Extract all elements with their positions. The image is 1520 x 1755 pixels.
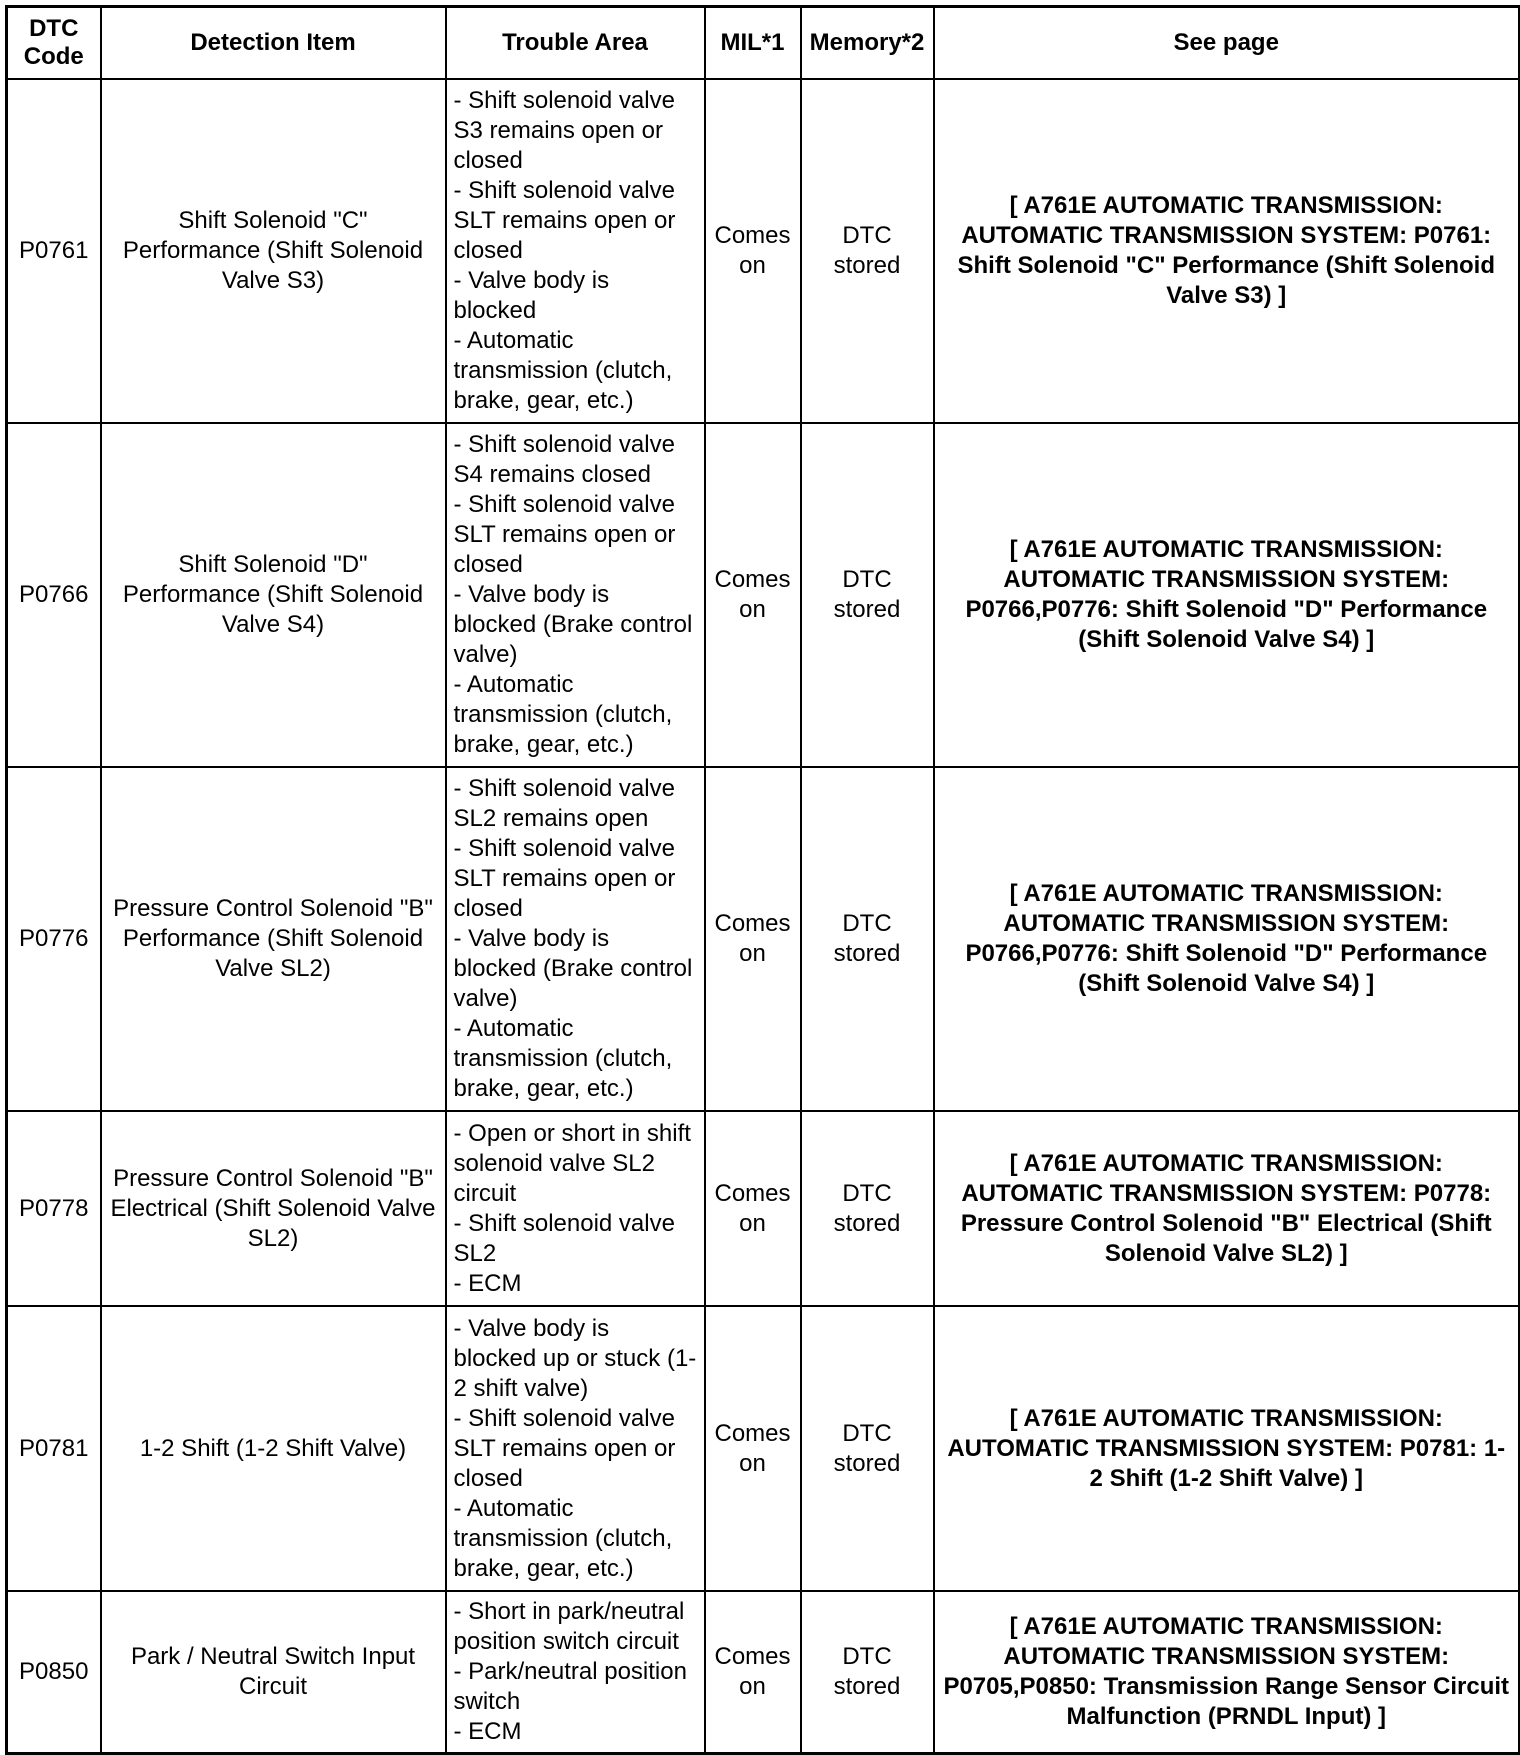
detection-item-cell: Park / Neutral Switch Input Circuit [101,1591,446,1754]
dtc-code-cell: P0781 [7,1306,101,1591]
dtc-code-cell: P0776 [7,767,101,1111]
trouble-area-line: - Automatic transmission (clutch, brake, gear, etc.) [453,1015,673,1102]
trouble-area-line: - Automatic transmission (clutch, brake, gear, etc.) [453,671,673,758]
memory-cell: DTC stored [801,79,934,423]
header-dtc-code: DTC Code [7,7,101,80]
detection-item-cell: Pressure Control Solenoid "B" Performance (Shift Solenoid Valve SL2) [101,767,446,1111]
mil-cell: Comes on [705,1111,801,1306]
trouble-area-cell [446,423,705,767]
mil-cell: Comes on [705,423,801,767]
trouble-area-cell [446,767,705,1111]
trouble-area-cell [446,1306,705,1591]
mil-cell: Comes on [705,79,801,423]
see-page-link[interactable]: [ A761E AUTOMATIC TRANSMISSION: AUTOMATIC TRANSMISSION SYSTEM: P0781: 1-2 Shift (1-2 Shift Valve) ] [934,1306,1520,1591]
see-page-link[interactable]: [ A761E AUTOMATIC TRANSMISSION: AUTOMATIC TRANSMISSION SYSTEM: P0778: Pressure Control Solenoid "B" Electrical (Shift Solenoid Valve SL2) ] [934,1111,1520,1306]
trouble-area-line: - Valve body is blocked [453,267,610,324]
table-row [7,1111,1520,1306]
trouble-area-line: - Automatic transmission (clutch, brake, gear, etc.) [453,327,673,414]
trouble-area-line: - Open or short in shift solenoid valve SL2 circuit [453,1119,691,1207]
detection-item-cell: Pressure Control Solenoid "B" Electrical (Shift Solenoid Valve SL2) [101,1111,446,1306]
trouble-area-cell [446,1111,705,1306]
trouble-area-line: - Valve body is blocked (Brake control valve) [453,925,693,1012]
trouble-area-line: - Valve body is blocked up or stuck (1-2 shift valve) [453,1314,697,1402]
trouble-area-line: - Short in park/neutral position switch circuit [453,1598,685,1655]
table-row [7,79,1520,423]
trouble-area-line: - Automatic transmission (clutch, brake, gear, etc.) [453,1494,673,1582]
mil-cell: Comes on [705,767,801,1111]
header-see-page: See page [934,7,1520,80]
see-page-link[interactable]: [ A761E AUTOMATIC TRANSMISSION: AUTOMATIC TRANSMISSION SYSTEM: P0766,P0776: Shift Solenoid "D" Performance (Shift Solenoid Valve S4) ] [934,767,1520,1111]
see-page-link[interactable]: [ A761E AUTOMATIC TRANSMISSION: AUTOMATIC TRANSMISSION SYSTEM: P0705,P0850: Transmission Range Sensor Circuit Malfunction (PRNDL Input) ] [934,1591,1520,1754]
detection-item-cell: Shift Solenoid "D" Performance (Shift Solenoid Valve S4) [101,423,446,767]
trouble-area-line: - Shift solenoid valve SL2 [453,1209,675,1267]
header-mil: MIL*1 [705,7,801,80]
see-page-link[interactable]: [ A761E AUTOMATIC TRANSMISSION: AUTOMATIC TRANSMISSION SYSTEM: P0766,P0776: Shift Solenoid "D" Performance (Shift Solenoid Valve S4) ] [934,423,1520,767]
header-row [7,7,1520,80]
trouble-area-line: - Shift solenoid valve S4 remains closed [453,431,675,488]
dtc-code-cell: P0766 [7,423,101,767]
trouble-area-line: - Park/neutral position switch [453,1658,687,1715]
detection-item-cell: Shift Solenoid "C" Performance (Shift Solenoid Valve S3) [101,79,446,423]
memory-cell: DTC stored [801,1111,934,1306]
header-memory: Memory*2 [801,7,934,80]
memory-cell: DTC stored [801,767,934,1111]
trouble-area-line: - ECM [453,1718,522,1745]
mil-cell: Comes on [705,1306,801,1591]
trouble-area-line: - Shift solenoid valve SL2 remains open [453,775,675,832]
table-row [7,1306,1520,1591]
memory-cell: DTC stored [801,423,934,767]
dtc-code-cell: P0761 [7,79,101,423]
header-trouble-area: Trouble Area [446,7,705,80]
trouble-area-line: - Valve body is blocked (Brake control valve) [453,581,693,668]
dtc-table [5,5,1520,1755]
header-detection-item: Detection Item [101,7,446,80]
see-page-link[interactable]: [ A761E AUTOMATIC TRANSMISSION: AUTOMATIC TRANSMISSION SYSTEM: P0761: Shift Solenoid "C" Performance (Shift Solenoid Valve S3) ] [934,79,1520,423]
mil-cell: Comes on [705,1591,801,1754]
dtc-code-cell: P0850 [7,1591,101,1754]
table-row [7,423,1520,767]
detection-item-cell: 1-2 Shift (1-2 Shift Valve) [101,1306,446,1591]
trouble-area-cell [446,79,705,423]
table-row [7,767,1520,1111]
trouble-area-line: - Shift solenoid valve S3 remains open or closed [453,87,675,174]
dtc-code-cell: P0778 [7,1111,101,1306]
trouble-area-line: - ECM [453,1269,522,1297]
table-row [7,1591,1520,1754]
trouble-area-line: - Shift solenoid valve SLT remains open or closed [453,835,676,922]
trouble-area-line: - Shift solenoid valve SLT remains open or closed [453,177,676,264]
trouble-area-line: - Shift solenoid valve SLT remains open or closed [453,1404,676,1492]
memory-cell: DTC stored [801,1591,934,1754]
trouble-area-line: - Shift solenoid valve SLT remains open or closed [453,491,676,578]
memory-cell: DTC stored [801,1306,934,1591]
trouble-area-cell [446,1591,705,1754]
